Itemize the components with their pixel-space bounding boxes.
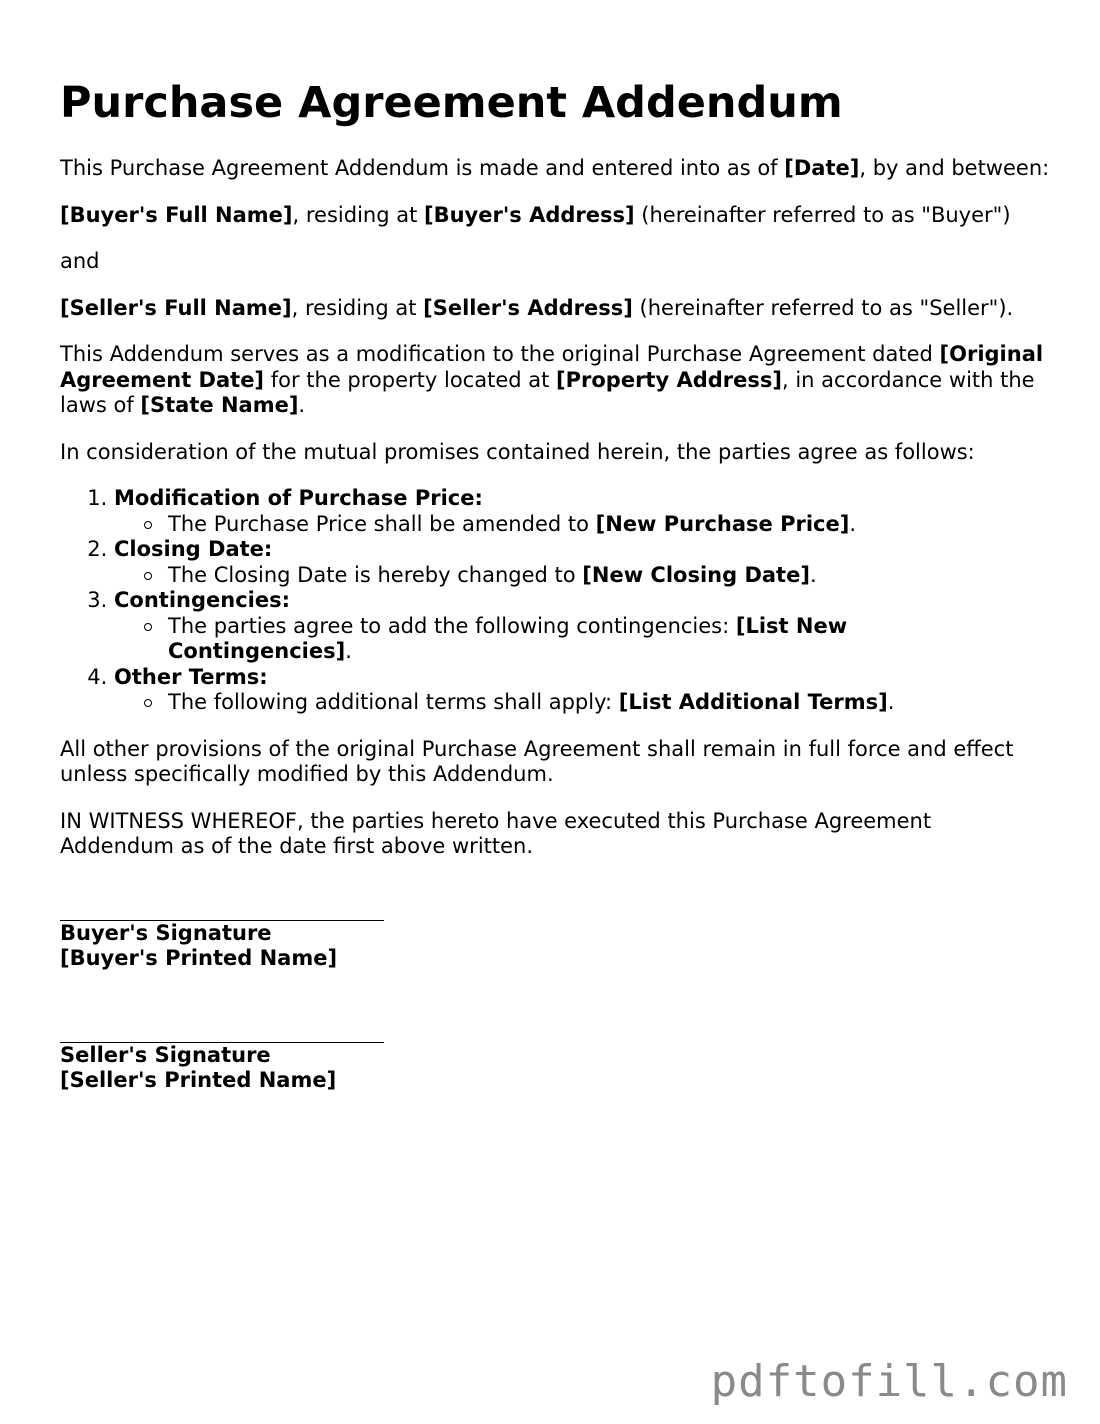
buyer-text-2: (hereinafter referred to as "Buyer") (634, 202, 1011, 227)
term-end: . (345, 639, 352, 663)
term-text: The following additional terms shall apply: (168, 690, 619, 714)
term-detail (168, 614, 868, 665)
term-detail (168, 563, 1050, 589)
term-detail (168, 512, 1050, 538)
term-text: The Purchase Price shall be amended to (168, 511, 596, 536)
new-purchase-price-field: [New Purchase Price] (595, 511, 850, 536)
term-item (114, 486, 1050, 537)
additional-terms-field: [List Additional Terms] (618, 690, 888, 714)
intro-text-1: This Purchase Agreement Addendum is made and entered into as of (60, 156, 785, 180)
modification-text-4: . (298, 393, 306, 417)
term-item (114, 537, 1050, 588)
consideration-paragraph: In consideration of the mutual promises contained herein, the parties agree as follows: (60, 439, 975, 464)
seller-name-field: [Seller's Full Name] (60, 295, 292, 320)
property-address-field: [Property Address] (556, 367, 782, 392)
term-sublist (114, 563, 1050, 589)
new-closing-date-field: [New Closing Date] (582, 562, 810, 587)
term-sublist (114, 512, 1050, 538)
buyer-signature-label: Buyer's Signature (60, 920, 272, 945)
seller-signature-label: Seller's Signature (60, 1042, 271, 1067)
signature-block (60, 898, 1050, 1094)
intro-text-2: , by and between: (859, 156, 1050, 180)
term-heading: Contingencies: (114, 588, 290, 612)
term-sublist (114, 614, 1050, 665)
term-item (114, 588, 1050, 665)
buyer-address-field: [Buyer's Address] (424, 202, 635, 227)
buyer-text-1: , residing at (292, 202, 424, 227)
original-date-field: [Original Agreement Date] (60, 342, 1044, 392)
seller-printed-name-field: [Seller's Printed Name] (60, 1068, 337, 1092)
modification-text-3: , in accordance with the laws of (60, 367, 1035, 417)
contingencies-field: [List New Contingencies] (168, 613, 848, 663)
document-page (60, 76, 1050, 1094)
document-title: Purchase Agreement Addendum (60, 78, 843, 128)
watermark: pdftofill.com (710, 1355, 1068, 1407)
modification-text-1: This Addendum serves as a modification to the original Purchase Agreement dated (60, 342, 940, 366)
modification-text-2: for the property located at (264, 367, 557, 392)
term-heading: Closing Date: (114, 537, 273, 561)
term-text: The Closing Date is hereby changed to (168, 562, 583, 587)
seller-text-2: (hereinafter referred to as "Seller"). (632, 295, 1014, 320)
modification-paragraph (60, 342, 1050, 419)
terms-list (60, 486, 1050, 716)
seller-text-1: , residing at (291, 295, 424, 320)
term-end: . (887, 690, 895, 714)
seller-signature-line[interactable] (60, 1020, 384, 1043)
buyer-signature-line[interactable] (60, 898, 384, 921)
and-paragraph: and (60, 249, 100, 273)
term-detail (168, 690, 1050, 716)
buyer-paragraph (60, 203, 1050, 229)
seller-paragraph (60, 296, 1050, 322)
provisions-paragraph: All other provisions of the original Purchase Agreement shall remain in full force and effect unless specifically modified by this Addendum. (60, 736, 1014, 786)
buyer-printed-name-field: [Buyer's Printed Name] (60, 946, 338, 970)
date-field: [Date] (784, 156, 860, 180)
term-sublist (114, 690, 1050, 716)
term-end: . (849, 511, 857, 536)
term-heading: Modification of Purchase Price: (114, 486, 483, 510)
term-heading: Other Terms: (114, 664, 268, 689)
buyer-name-field: [Buyer's Full Name] (60, 202, 293, 227)
state-name-field: [State Name] (140, 393, 299, 417)
intro-paragraph (60, 156, 1050, 182)
term-text: The parties agree to add the following contingencies: (168, 613, 736, 638)
seller-address-field: [Seller's Address] (423, 295, 633, 320)
term-item (114, 665, 1050, 716)
witness-paragraph: IN WITNESS WHEREOF, the parties hereto have executed this Purchase Agreement Addendum as of the date first above written. (60, 808, 932, 858)
term-end: . (809, 562, 817, 587)
